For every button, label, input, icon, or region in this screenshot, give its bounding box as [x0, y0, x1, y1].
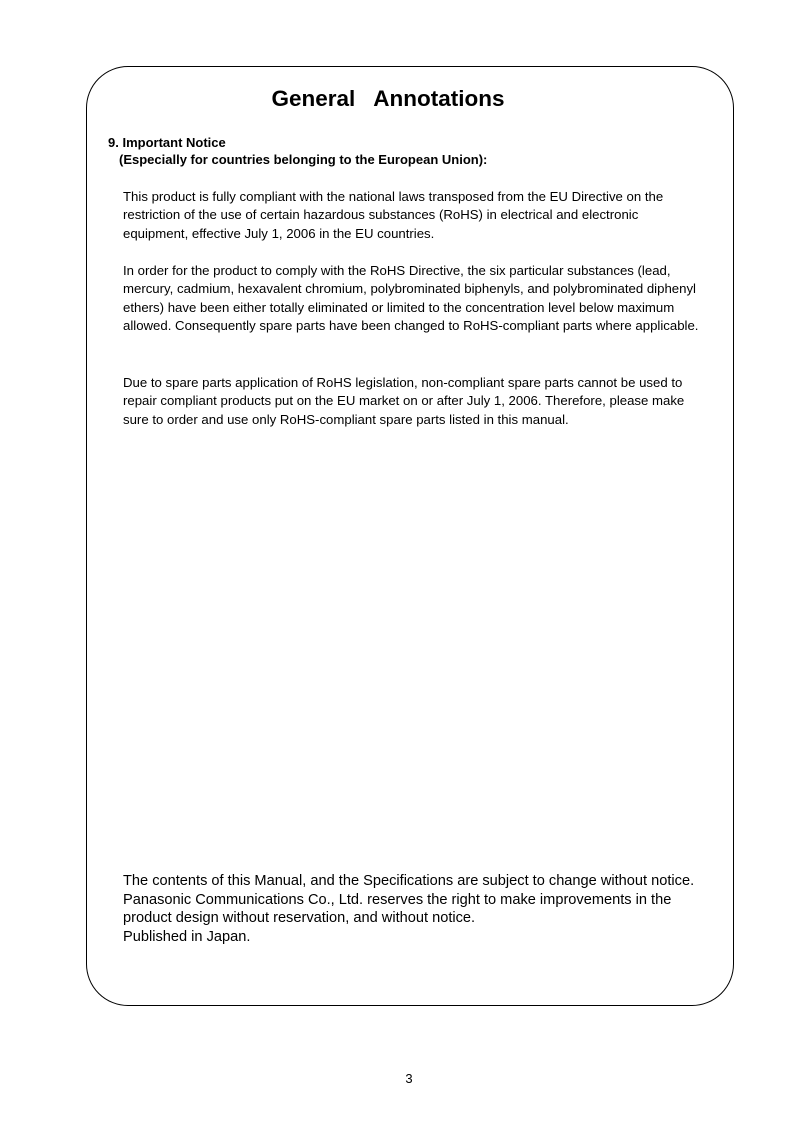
- page-title: General Annotations: [271, 86, 505, 111]
- footer-line-published: Published in Japan.: [123, 928, 251, 945]
- paragraph-spare-parts: Due to spare parts application of RoHS legislation, non-compliant spare parts cannot be used to repair compliant products put on the EU market on or after July 1, 2006. Therefore, please make sure to order and use only RoHS-compliant spare parts listed in this manual.: [123, 375, 685, 427]
- page-number: 3: [405, 1071, 413, 1086]
- footer-line-improvements: Panasonic Communications Co., Ltd. reserves the right to make improvements in the product design without reservation, and without notice.: [123, 891, 672, 927]
- footer-notice: [123, 872, 713, 946]
- section-heading: 9. Important Notice: [108, 135, 226, 150]
- paragraph-rohs-substances: In order for the product to comply with the RoHS Directive, the six particular substances (lead, mercury, cadmium, hexavalent chromium, polybrominated biphenyls, and polybrominated diphenyl ethers) have been either totally eliminated or limited to the concentration level below maximum allowed. Consequently spare parts have been changed to RoHS-compliant parts where applicable.: [123, 263, 699, 333]
- section-subheading: (Especially for countries belonging to the European Union):: [119, 152, 488, 167]
- footer-line-specifications: The contents of this Manual, and the Specifications are subject to change without notice.: [123, 873, 695, 889]
- paragraph-rohs-compliance: This product is fully compliant with the national laws transposed from the EU Directive on the restriction of the use of certain hazardous substances (RoHS) in electrical and electronic equipment, effective July 1, 2006 in the EU countries.: [123, 189, 664, 241]
